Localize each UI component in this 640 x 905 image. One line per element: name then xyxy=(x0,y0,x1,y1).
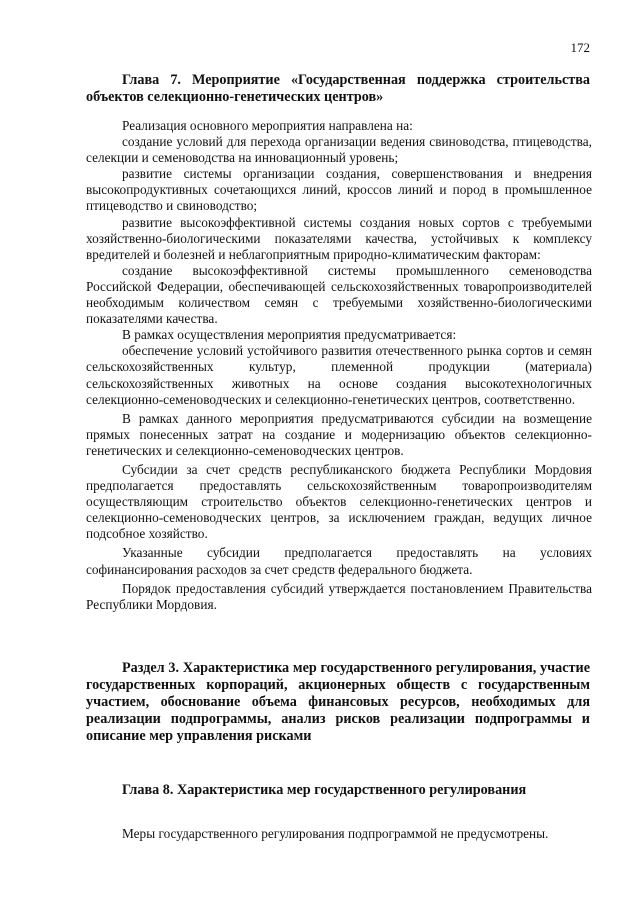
paragraph: обеспечение условий устойчивого развития отечественного рынка сортов и семян сельскохозяйственных культур, племенной продукции (материала) сельскохозяйственных животных на основе создания высокотехнологичных селекционно-семеноводческих и селекционно-генетических центров, соответственно. xyxy=(86,343,592,407)
chapter-7-body xyxy=(86,118,592,613)
paragraph: В рамках осуществления мероприятия предусматривается: xyxy=(122,327,457,343)
paragraph: В рамках данного мероприятия предусматриваются субсидии на возмещение прямых понесенных затрат на создание и модернизацию объектов селекционно-генетических и селекционно-семеноводческих центров. xyxy=(86,410,592,458)
chapter-8-heading: Глава 8. Характеристика мер государственного регулирования xyxy=(122,782,527,798)
paragraph: Реализация основного мероприятия направлена на: xyxy=(122,118,413,133)
paragraph: Указанные субсидии предполагается предоставлять на условиях софинансирования расходов за счет средств федерального бюджета. xyxy=(86,545,592,577)
paragraph: развитие высокоэффективной системы создания новых сортов с требуемыми хозяйственно-биологическими показателями качества, устойчивых к комплексу вредителей и болезней и неблагоприятным природно-климатическим факторам: xyxy=(86,214,592,262)
chapter-8-paragraph: Меры государственного регулирования подпрограммой не предусмотрены. xyxy=(122,826,549,841)
paragraph: Порядок предоставления субсидий утверждается постановлением Правительства Республики Мордовия. xyxy=(86,580,592,612)
paragraph: Субсидии за счет средств республиканского бюджета Республики Мордовия предполагается предоставлять сельскохозяйственным товаропроизводителям осуществляющим строительство объектов селекционно-генетических центров и селекционно-семеноводческих центров, за исключением граждан, ведущих личное подсобное хозяйство. xyxy=(86,461,592,542)
paragraph: создание высокоэффективной системы промышленного семеноводства Российской Федерации, обеспечивающей сельскохозяйственных товаропроизводителей необходимым количеством семян с требуемыми хозяйственно-биологическими показателями качества. xyxy=(86,262,592,327)
page-number: 172 xyxy=(570,40,590,55)
section-3-heading: Раздел 3. Характеристика мер государственного регулирования, участие государственных корпораций, акционерных обществ с государственным участием, обоснование объема финансовых ресурсов, необходимых для реализации подпрограммы, анализ рисков реализации подпрограммы и описание мер управления рисками xyxy=(86,660,590,744)
paragraph: создание условий для перехода организации ведения свиноводства, птицеводства, селекции и семеноводства на инновационный уровень; xyxy=(86,134,592,166)
chapter-7-heading: Глава 7. Мероприятие «Государственная поддержка строительства объектов селекционно-генетических центров» xyxy=(86,72,590,105)
paragraph: развитие системы организации создания, совершенствования и внедрения высокопродуктивных сочетающихся линий, кроссов линий и пород в промышленное птицеводство и свиноводство; xyxy=(86,166,592,214)
